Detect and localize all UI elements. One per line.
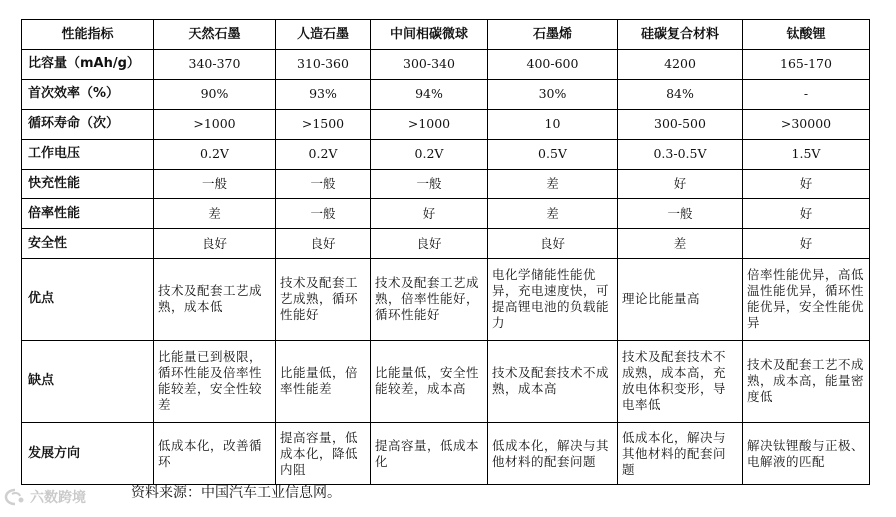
table-cell: 提高容量，低成本化 <box>371 423 488 485</box>
table-cell: 0.3-0.5V <box>618 139 743 169</box>
table-cell: 4200 <box>618 50 743 80</box>
table-cell: 一般 <box>371 169 488 199</box>
header-cell: 石墨烯 <box>488 20 618 50</box>
table-cell: 0.5V <box>488 139 618 169</box>
table-row <box>22 199 870 229</box>
table-cell: 提高容量，低成本化，降低内阻 <box>276 423 371 485</box>
table-cell: 94% <box>371 79 488 109</box>
table-row <box>22 169 870 199</box>
table-cell: 电化学储能性能优异，充电速度快，可提高锂电池的负载能力 <box>488 259 618 340</box>
table-cell: 10 <box>488 109 618 139</box>
table-cell: 低成本化，解决与其他材料的配套问题 <box>618 423 743 485</box>
header-cell: 钛酸锂 <box>743 20 870 50</box>
table-cell: 0.2V <box>371 139 488 169</box>
table-cell: 技术及配套技术不成熟，成本高 <box>488 340 618 422</box>
table-cell: 310-360 <box>276 50 371 80</box>
row-label: 发展方向 <box>22 423 154 485</box>
table-cell: 400-600 <box>488 50 618 80</box>
table-cell: 良好 <box>371 229 488 259</box>
table-row <box>22 139 870 169</box>
table-cell: 技术及配套工艺不成熟，成本高，能量密度低 <box>743 340 870 422</box>
row-label: 工作电压 <box>22 139 154 169</box>
comparison-table <box>21 19 870 485</box>
table-cell: 良好 <box>154 229 276 259</box>
table-cell: 300-500 <box>618 109 743 139</box>
row-label: 快充性能 <box>22 169 154 199</box>
table-cell: 差 <box>488 199 618 229</box>
table-cell: 技术及配套工艺成熟，循环性能好 <box>276 259 371 340</box>
header-cell: 中间相碳微球 <box>371 20 488 50</box>
table-cell: 好 <box>743 169 870 199</box>
table-cell: 比能量低，安全性能较差，成本高 <box>371 340 488 422</box>
table-cell: 好 <box>618 169 743 199</box>
table-cell: 93% <box>276 79 371 109</box>
table-cell: 差 <box>488 169 618 199</box>
table-cell: 0.2V <box>276 139 371 169</box>
table-cell: 差 <box>618 229 743 259</box>
row-label: 首次效率（%） <box>22 79 154 109</box>
table-cell: 比能量低，倍率性能差 <box>276 340 371 422</box>
table-cell: 解决钛锂酸与正极、电解液的匹配 <box>743 423 870 485</box>
table-cell: 好 <box>743 229 870 259</box>
row-label: 缺点 <box>22 340 154 422</box>
table-cell: 理论比能量高 <box>618 259 743 340</box>
table-cell: 比能量已到极限，循环性能及倍率性能较差，安全性较差 <box>154 340 276 422</box>
table-cell: 好 <box>743 199 870 229</box>
table-row <box>22 50 870 80</box>
table-cell: 一般 <box>276 199 371 229</box>
row-label: 循环寿命（次） <box>22 109 154 139</box>
row-label: 安全性 <box>22 229 154 259</box>
table-row <box>22 229 870 259</box>
table-cell: >1000 <box>371 109 488 139</box>
source-note: 资料来源：中国汽车工业信息网。 <box>131 485 341 501</box>
table-cell: 84% <box>618 79 743 109</box>
table-cell: 差 <box>154 199 276 229</box>
table-cell: >1500 <box>276 109 371 139</box>
table-row <box>22 423 870 485</box>
table-cell: 340-370 <box>154 50 276 80</box>
table-cell: 低成本化，解决与其他材料的配套问题 <box>488 423 618 485</box>
table-row <box>22 79 870 109</box>
table-row <box>22 109 870 139</box>
header-cell: 硅碳复合材料 <box>618 20 743 50</box>
watermark <box>4 487 86 507</box>
table-cell: 一般 <box>154 169 276 199</box>
table-cell: 一般 <box>276 169 371 199</box>
table-cell: 良好 <box>276 229 371 259</box>
row-label: 倍率性能 <box>22 199 154 229</box>
table-cell: 0.2V <box>154 139 276 169</box>
table-cell: 技术及配套技术不成熟，成本高，充放电体积变形，导电率低 <box>618 340 743 422</box>
header-cell: 天然石墨 <box>154 20 276 50</box>
watermark-text: 六数跨境 <box>30 490 86 506</box>
watermark-logo-icon <box>4 488 26 506</box>
table-cell: 300-340 <box>371 50 488 80</box>
table-cell: 90% <box>154 79 276 109</box>
table-cell: >30000 <box>743 109 870 139</box>
table-cell: 30% <box>488 79 618 109</box>
table-cell: 倍率性能优异，高低温性能优异，循环性能优异，安全性能优异 <box>743 259 870 340</box>
table-cell: 低成本化，改善循环 <box>154 423 276 485</box>
table-cell: 一般 <box>618 199 743 229</box>
table-cell: 技术及配套工艺成熟，倍率性能好，循环性能好 <box>371 259 488 340</box>
table-cell: 1.5V <box>743 139 870 169</box>
table-cell: 良好 <box>488 229 618 259</box>
table-cell: 好 <box>371 199 488 229</box>
table-cell: >1000 <box>154 109 276 139</box>
row-label: 优点 <box>22 259 154 340</box>
table-cell: 技术及配套工艺成熟，成本低 <box>154 259 276 340</box>
table-row <box>22 259 870 340</box>
row-label: 比容量（mAh/g） <box>22 50 154 80</box>
table-cell: 165-170 <box>743 50 870 80</box>
header-cell: 人造石墨 <box>276 20 371 50</box>
header-cell: 性能指标 <box>22 20 154 50</box>
table-header-row <box>22 20 870 50</box>
table-row <box>22 340 870 422</box>
table-cell: - <box>743 79 870 109</box>
